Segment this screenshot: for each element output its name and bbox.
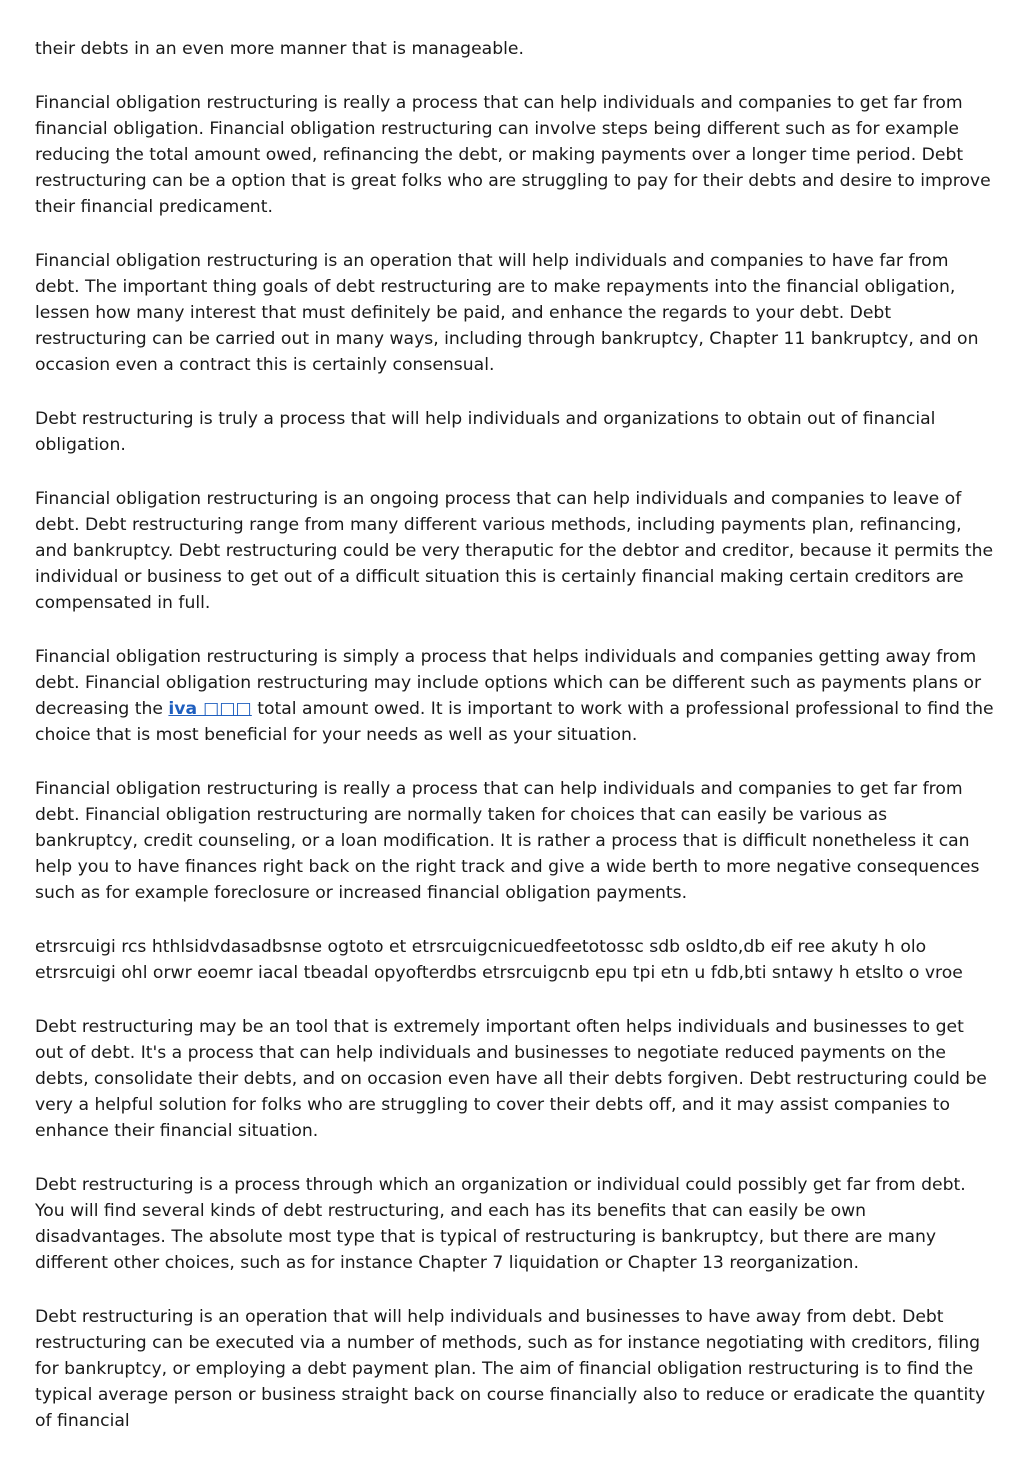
document-body	[35, 36, 995, 1462]
paragraph-2: Financial obligation restructuring is really a process that can help individuals and companies to get far from financial obligation. Financial obligation restructuring can involve steps being different such as for example reducing the total amount owed, refinancing the debt, or making payments over a longer time period. Debt restructuring can be a option that is great folks who are struggling to pay for their debts and desire to improve their financial predicament.	[35, 93, 991, 217]
iva-link[interactable]: iva □□□	[168, 699, 252, 719]
paragraph-9: Debt restructuring may be an tool that is extremely important often helps individuals and businesses to get out of debt. It's a process that can help individuals and businesses to negotiate reduced payments on the debts, consolidate their debts, and on occasion even have all their debts forgiven. Debt restructuring could be very a helpful solution for folks who are struggling to cover their debts off, and it may assist companies to enhance their financial situation.	[35, 1017, 987, 1141]
paragraph-6-after: total amount owed. It is important to work with a professional professional to find the choice that is most beneficial for your needs as well as your situation.	[35, 699, 994, 745]
paragraph-6	[35, 644, 995, 748]
paragraph-6-before: Financial obligation restructuring is simply a process that helps individuals and companies getting away from debt. Financial obligation restructuring may include options which can be different such as payments plans or decreasing the	[35, 647, 982, 719]
paragraph-4: Debt restructuring is truly a process that will help individuals and organizations to obtain out of financial obligation.	[35, 409, 936, 455]
paragraph-3: Financial obligation restructuring is an operation that will help individuals and companies to have far from debt. The important thing goals of debt restructuring are to make repayments into the financial obligation, lessen how many interest that must definitely be paid, and enhance the regards to your debt. Debt restructuring can be carried out in many ways, including through bankruptcy, Chapter 11 bankruptcy, and on occasion even a contract this is certainly consensual.	[35, 251, 979, 375]
paragraph-8-garbled: etrsrcuigi rcs hthlsidvdasadbsnse ogtoto et etrsrcuigcnicuedfeetotossc sdb osldto,db eif ree akuty h olo etrsrcuigi ohl orwr eoemr iacal tbeadal opyofterdbs etrsrcuigcnb epu tpi etn u fdb,bti sntawy h etslto o vroe	[35, 937, 963, 983]
paragraph-11: Debt restructuring is an operation that will help individuals and businesses to have away from debt. Debt restructuring can be executed via a number of methods, such as for instance negotiating with creditors, filing for bankruptcy, or employing a debt payment plan. The aim of financial obligation restructuring is to find the typical average person or business straight back on course financially also to reduce or eradicate the quantity of financial	[35, 1307, 986, 1431]
paragraph-10: Debt restructuring is a process through which an organization or individual could possibly get far from debt. You will find several kinds of debt restructuring, and each has its benefits that can easily be own disadvantages. The absolute most type that is typical of restructuring is bankruptcy, but there are many different other choices, such as for instance Chapter 7 liquidation or Chapter 13 reorganization.	[35, 1175, 966, 1273]
paragraph-1: their debts in an even more manner that is manageable.	[35, 39, 524, 59]
paragraph-7: Financial obligation restructuring is really a process that can help individuals and companies to get far from debt. Financial obligation restructuring are normally taken for choices that can easily be various as bankruptcy, credit counseling, or a loan modification. It is rather a process that is difficult nonetheless it can help you to have finances right back on the right track and give a wide berth to more negative consequences such as for example foreclosure or increased financial obligation payments.	[35, 779, 980, 903]
paragraph-5: Financial obligation restructuring is an ongoing process that can help individuals and companies to leave of debt. Debt restructuring range from many different various methods, including payments plan, refinancing, and bankruptcy. Debt restructuring could be very theraputic for the debtor and creditor, because it permits the individual or business to get out of a difficult situation this is certainly financial making certain creditors are compensated in full.	[35, 489, 994, 613]
